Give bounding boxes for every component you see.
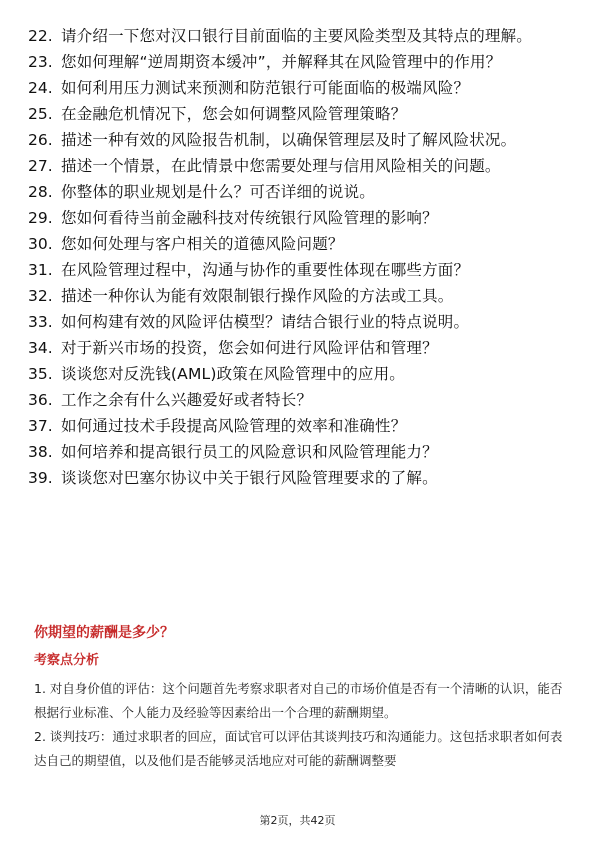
question-number: 22. [28,27,53,45]
list-item [28,390,568,411]
question-number: 34. [28,339,53,357]
question-number: 25. [28,105,53,123]
question-text: 谈谈您对巴塞尔协议中关于银行风险管理要求的了解。 [61,469,438,487]
list-item [28,52,568,73]
question-number: 39. [28,469,53,487]
list-item [28,468,568,489]
question-number: 33. [28,313,53,331]
question-number: 38. [28,443,53,461]
list-item [28,260,568,281]
question-number: 35. [28,365,53,383]
list-item [28,416,568,437]
question-text: 您如何处理与客户相关的道德风险问题？ [61,235,344,253]
question-number: 30. [28,235,53,253]
question-text: 描述一个情景，在此情景中您需要处理与信用风险相关的问题。 [61,157,501,175]
question-text: 如何培养和提高银行员工的风险意识和风险管理能力？ [61,443,438,461]
question-number: 27. [28,157,53,175]
list-item [28,104,568,125]
list-item [28,442,568,463]
question-text: 你整体的职业规划是什么？可否详细的说说。 [61,183,376,201]
question-text: 您如何理解“逆周期资本缓冲”，并解释其在风险管理中的作用？ [61,53,502,71]
question-text: 谈谈您对反洗钱(AML)政策在风险管理中的应用。 [61,365,406,383]
question-text: 请介绍一下您对汉口银行目前面临的主要风险类型及其特点的理解。 [61,27,533,45]
question-text: 在金融危机情况下，您会如何调整风险管理策略？ [61,105,407,123]
analysis-subtitle: 考察点分析 [34,653,100,668]
question-number: 23. [28,53,53,71]
salary-question-section [34,623,564,773]
question-text: 您如何看待当前金融科技对传统银行风险管理的影响？ [61,209,438,227]
question-text: 描述一种你认为能有效限制银行操作风险的方法或工具。 [61,287,454,305]
list-item [28,312,568,333]
question-text: 工作之余有什么兴趣爱好或者特长？ [61,391,313,409]
question-number: 26. [28,131,53,149]
question-number: 29. [28,209,53,227]
list-item [28,234,568,255]
list-item [28,286,568,307]
question-number: 28. [28,183,53,201]
analysis-paragraph: 2. 谈判技巧：通过求职者的回应，面试官可以评估其谈判技巧和沟通能力。这包括求职者如何表达自己的期望值，以及他们是否能够灵活地应对可能的薪酬调整要 [34,729,563,768]
list-item [28,130,568,151]
question-text: 如何构建有效的风险评估模型？请结合银行业的特点说明。 [61,313,470,331]
question-text: 在风险管理过程中，沟通与协作的重要性体现在哪些方面？ [61,261,470,279]
question-text: 对于新兴市场的投资，您会如何进行风险评估和管理？ [61,339,438,357]
question-number: 32. [28,287,53,305]
question-text: 如何通过技术手段提高风险管理的效率和准确性？ [61,417,407,435]
question-number: 37. [28,417,53,435]
question-number: 24. [28,79,53,97]
list-item [28,156,568,177]
page-footer: 第2页，共42页 [259,814,336,827]
list-item [28,78,568,99]
question-number: 31. [28,261,53,279]
question-text: 如何利用压力测试来预测和防范银行可能面临的极端风险？ [61,79,470,97]
section-title: 你期望的薪酬是多少？ [34,625,174,641]
list-item [28,364,568,385]
list-item [28,26,568,47]
list-item [28,182,568,203]
question-number: 36. [28,391,53,409]
question-list [28,26,568,494]
list-item [28,338,568,359]
question-text: 描述一种有效的风险报告机制，以确保管理层及时了解风险状况。 [61,131,517,149]
analysis-paragraph: 1. 对自身价值的评估：这个问题首先考察求职者对自己的市场价值是否有一个清晰的认识，能否根据行业标准、个人能力及经验等因素给出一个合理的薪酬期望。 [34,681,563,720]
list-item [28,208,568,229]
